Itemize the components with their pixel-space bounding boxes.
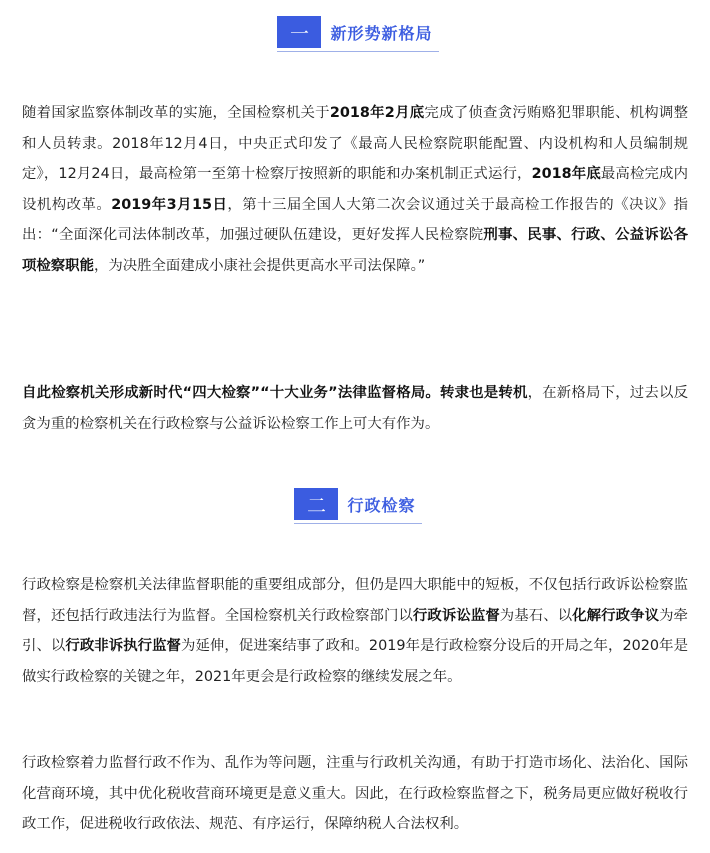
body-text: 行政检察是检察机关法律监督职能的重要组成部分，但仍是四大职能中的短板，不仅包括行政诉讼检察监督，还包括行政违法行为监督。全国检察机关行政检察部门以	[22, 577, 688, 624]
body-text: ，在新格局下，过去以反贪为重的检察机关在行政检察与公益诉讼检察工作上可大有作为。	[22, 385, 688, 432]
body-text: 行政检察着力监督行政不作为、乱作为等问题，注重与行政机关沟通，有助于打造市场化、法治化、国际化营商环境，其中优化税收营商环境更是意义重大。因此，在行政检察监督之下，税务局更应做好税收行政工作，促进税收行政依法、规范、有序运行，保障纳税人合法权利。	[22, 755, 688, 832]
body-text: 最高检完成内设机构改革。	[22, 166, 688, 213]
body-text: 完成了侦查贪污贿赂犯罪职能、机构调整和人员转隶。2018年12月4日，中央正式印发了《最高人民检察院职能配置、内设机构和人员编制规定》，12月24日，最高检第一至第十检察厅按照新的职能和办案机制正式运行，	[22, 105, 688, 182]
body-text: ，为决胜全面建成小康社会提供更高水平司法保障。”	[93, 257, 426, 274]
paragraph-administrative-procuratorate	[22, 570, 688, 692]
paragraph-tax-business-environment	[22, 748, 688, 840]
body-text: 随着国家监察体制改革的实施，全国检察机关于	[22, 105, 330, 121]
body-text: 为牵引、以	[22, 607, 688, 654]
body-text: 为基石、以	[499, 607, 573, 624]
section-title: 新形势新格局	[330, 23, 433, 43]
section-header-inner	[294, 488, 415, 520]
emphasis-text: 2019年3月15日	[111, 196, 228, 213]
header-underline	[294, 523, 421, 524]
header-underline	[277, 51, 438, 52]
emphasis-text: 自此检察机关形成新时代“四大检察”“十大业务”法律监督格局。转隶也是转机	[22, 385, 528, 401]
section-header-2	[0, 484, 710, 524]
emphasis-text: 2018年底	[531, 166, 601, 182]
paragraph-new-pattern	[22, 378, 688, 439]
section-header-inner	[277, 16, 432, 48]
emphasis-text: 2018年2月底	[329, 105, 425, 121]
paragraph-reform-history	[22, 98, 688, 281]
emphasis-text: 行政非诉执行监督	[65, 638, 182, 654]
section-number-badge: 一	[277, 16, 321, 48]
emphasis-text: 刑事、民事、行政、公益诉讼各项检察职能	[22, 227, 688, 274]
section-number-badge: 二	[294, 488, 338, 520]
body-text: 为延伸，促进案结事了政和。2019年是行政检察分设后的开局之年，2020年是做实行政检察的关键之年，2021年更会是行政检察的继续发展之年。	[22, 638, 688, 685]
section-header-1	[0, 12, 710, 52]
body-text: ，第十三届全国人大第二次会议通过关于最高检工作报告的《决议》指出：“全面深化司法体制改革，加强过硬队伍建设，更好发挥人民检察院	[22, 196, 688, 243]
section-title: 行政检察	[347, 495, 416, 515]
emphasis-text: 化解行政争议	[572, 607, 660, 624]
emphasis-text: 行政诉讼监督	[412, 607, 500, 624]
